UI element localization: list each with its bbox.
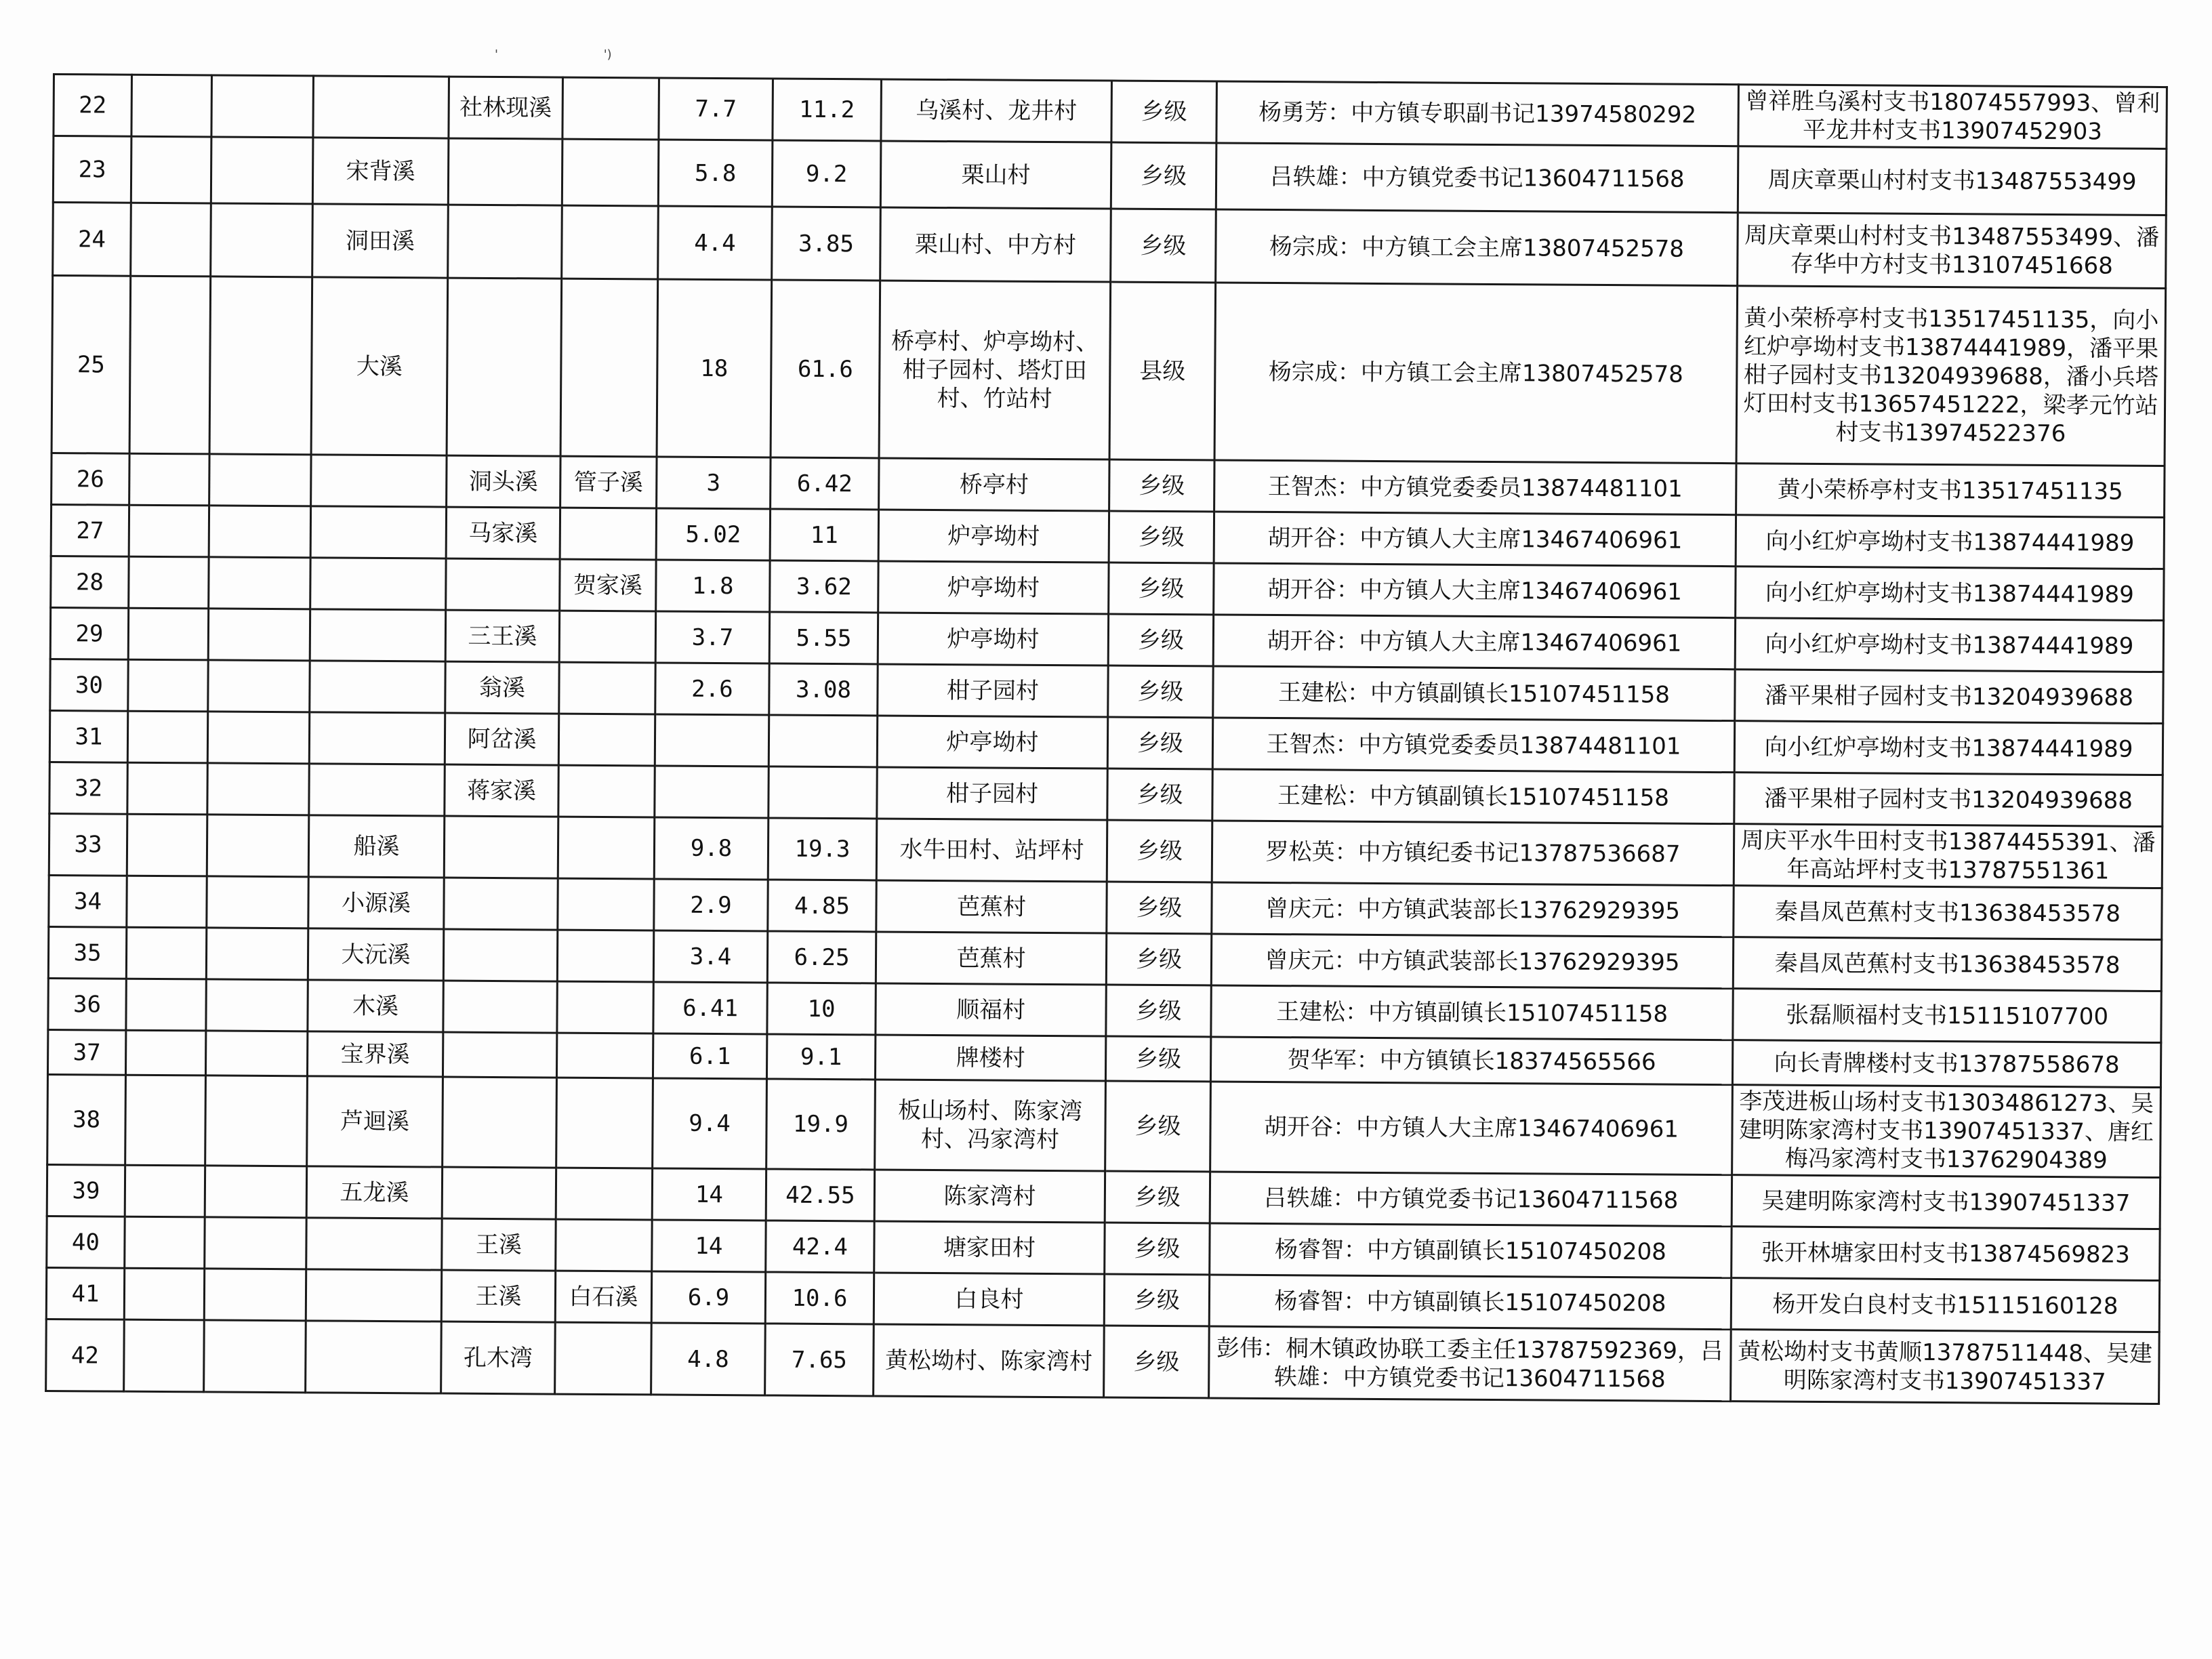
level1-river-cell: [128, 659, 208, 712]
level2-river-cell: [204, 1269, 306, 1321]
basin-area-cell: 10.6: [765, 1272, 874, 1324]
level3-river-cell: [306, 1321, 442, 1393]
level3-river-cell: [309, 764, 445, 816]
river-chief-table: [45, 73, 2168, 1405]
basin-area-cell: 3.08: [769, 663, 878, 716]
level2-river-cell: [209, 276, 312, 455]
river-length-cell: 2.6: [655, 663, 769, 715]
basin-area-cell: 9.2: [772, 140, 881, 207]
town-river-chief-cell: 胡开谷：中方镇人大主席13467406961: [1214, 512, 1736, 567]
chief-level-cell: 乡级: [1108, 665, 1213, 718]
chief-level-cell: 乡级: [1104, 1326, 1210, 1398]
level1-river-cell: [127, 876, 207, 928]
level3-river-cell: 芦迴溪: [307, 1076, 443, 1167]
river-length-cell: 14: [652, 1220, 766, 1272]
level5-river-cell: [558, 878, 654, 930]
level2-river-cell: [209, 454, 311, 506]
level4-river-cell: 马家溪: [446, 507, 560, 559]
village-river-chief-cell: 向小红炉亭坳村支书13874441989: [1734, 721, 2163, 775]
level3-river-cell: 船溪: [308, 815, 445, 878]
level1-river-cell: [131, 75, 212, 137]
village-river-chief-cell: 周庆章栗山村村支书13487553499、潘存华中方村支书13107451668: [1738, 213, 2167, 289]
level5-river-cell: [556, 1168, 652, 1220]
level2-river-cell: [211, 75, 314, 138]
level5-river-cell: [559, 662, 655, 714]
level3-river-cell: [306, 1269, 441, 1322]
villages-cell: 陈家湾村: [874, 1170, 1105, 1223]
chief-level-cell: 乡级: [1107, 769, 1212, 821]
level4-river-cell: [448, 138, 562, 205]
villages-cell: 白良村: [874, 1273, 1104, 1326]
villages-cell: 牌楼村: [875, 1035, 1105, 1081]
level5-river-cell: [556, 1033, 653, 1078]
level4-river-cell: 孔木湾: [441, 1322, 556, 1394]
row-number-cell: 31: [49, 710, 127, 762]
town-river-chief-cell: 贺华军：中方镇镇长18374565566: [1210, 1037, 1732, 1085]
basin-area-cell: 4.85: [768, 880, 876, 932]
chief-level-cell: 乡级: [1107, 882, 1212, 934]
level3-river-cell: 大溪: [311, 277, 448, 455]
village-river-chief-cell: 周庆章栗山村村支书13487553499: [1738, 146, 2167, 216]
page-mark: ': [495, 47, 498, 62]
villages-cell: 芭蕉村: [876, 932, 1106, 985]
level4-river-cell: [446, 558, 560, 611]
level5-river-cell: [560, 508, 656, 560]
level3-river-cell: [311, 455, 447, 507]
villages-cell: 炉亭坳村: [878, 510, 1109, 562]
town-river-chief-cell: 杨宗成：中方镇工会主席13807452578: [1214, 283, 1738, 464]
level4-river-cell: [448, 205, 562, 279]
table-row: [53, 136, 2167, 216]
level2-river-cell: [211, 203, 313, 277]
level4-river-cell: 社林现溪: [449, 77, 563, 139]
village-river-chief-cell: 黄小荣桥亭村支书13517451135，向小红炉亭坳村支书13874441989，潘平果柑子园村支书13204939688，潘小兵塔灯田村支书13657451222，梁孝元竹站村支书13974522376: [1736, 286, 2166, 466]
level3-river-cell: 大沅溪: [308, 928, 443, 981]
town-river-chief-cell: 王智杰：中方镇党委委员13874481101: [1212, 718, 1734, 773]
level1-river-cell: [129, 556, 209, 609]
town-river-chief-cell: 王建松：中方镇副镇长15107451158: [1213, 666, 1735, 721]
level1-river-cell: [131, 136, 211, 203]
level5-river-cell: [558, 765, 655, 817]
villages-cell: 桥亭村: [879, 458, 1109, 511]
basin-area-cell: 19.3: [768, 818, 877, 880]
row-number-cell: 38: [47, 1074, 126, 1165]
row-number-cell: 35: [48, 926, 126, 979]
town-river-chief-cell: 胡开谷：中方镇人大主席13467406961: [1210, 1082, 1733, 1175]
level4-river-cell: 翁溪: [445, 661, 559, 714]
villages-cell: 炉亭坳村: [878, 613, 1108, 665]
river-length-cell: 9.4: [653, 1078, 767, 1169]
town-river-chief-cell: 罗松英：中方镇纪委书记13787536687: [1212, 821, 1734, 886]
basin-area-cell: 11.2: [773, 79, 882, 141]
row-number-cell: 41: [46, 1267, 124, 1319]
row-number-cell: 32: [49, 762, 127, 814]
basin-area-cell: 61.6: [771, 280, 880, 458]
town-river-chief-cell: 吕轶雄：中方镇党委书记13604711568: [1216, 143, 1738, 213]
level4-river-cell: [447, 278, 562, 456]
chief-level-cell: 乡级: [1106, 933, 1211, 985]
town-river-chief-cell: 胡开谷：中方镇人大主席13467406961: [1214, 563, 1736, 618]
chief-level-cell: 乡级: [1109, 562, 1214, 615]
level4-river-cell: 三王溪: [445, 610, 559, 662]
level4-river-cell: 阿岔溪: [445, 713, 558, 765]
chief-level-cell: 乡级: [1111, 81, 1217, 143]
row-number-cell: 33: [49, 813, 127, 876]
level5-river-cell: [562, 139, 659, 206]
town-river-chief-cell: 王建松：中方镇副镇长15107451158: [1211, 985, 1733, 1040]
village-river-chief-cell: 张开林塘家田村支书13874569823: [1732, 1227, 2160, 1281]
row-number-cell: 34: [49, 875, 127, 927]
level1-river-cell: [126, 927, 206, 979]
level5-river-cell: [558, 817, 655, 879]
level2-river-cell: [205, 1166, 306, 1218]
row-number-cell: 39: [47, 1164, 125, 1216]
village-river-chief-cell: 黄松坳村支书黄顺13787511448、吴建明陈家湾村支书13907451337: [1731, 1330, 2160, 1404]
basin-area-cell: [769, 715, 877, 767]
level4-river-cell: [443, 1077, 557, 1168]
level1-river-cell: [129, 453, 209, 506]
row-number-cell: 30: [50, 659, 128, 711]
level5-river-cell: [557, 981, 653, 1033]
level1-river-cell: [129, 505, 209, 557]
chief-level-cell: 乡级: [1105, 1171, 1210, 1223]
level1-river-cell: [126, 979, 206, 1031]
row-number-cell: 27: [51, 504, 129, 556]
level2-river-cell: [209, 557, 310, 609]
town-river-chief-cell: 杨睿智：中方镇副镇长15107450208: [1209, 1275, 1731, 1330]
row-number-cell: 26: [52, 453, 129, 505]
basin-area-cell: 10: [767, 983, 876, 1035]
river-length-cell: 18: [657, 279, 772, 457]
villages-cell: 芭蕉村: [876, 880, 1107, 933]
villages-cell: 乌溪村、龙井村: [881, 79, 1112, 142]
chief-level-cell: 乡级: [1108, 614, 1213, 666]
village-river-chief-cell: 向长青牌楼村支书13787558678: [1732, 1040, 2160, 1088]
row-number-cell: 36: [48, 978, 126, 1030]
page-marks: [495, 47, 714, 62]
river-length-cell: 5.8: [658, 140, 773, 207]
villages-cell: 塘家田村: [874, 1221, 1105, 1274]
level4-river-cell: 王溪: [442, 1218, 556, 1271]
basin-area-cell: 6.25: [767, 931, 876, 983]
basin-area-cell: [769, 766, 877, 819]
town-river-chief-cell: 杨睿智：中方镇副镇长15107450208: [1210, 1223, 1732, 1278]
level1-river-cell: [128, 608, 208, 660]
basin-area-cell: 19.9: [766, 1079, 876, 1170]
level4-river-cell: [442, 1167, 556, 1219]
village-river-chief-cell: 潘平果柑子园村支书13204939688: [1734, 773, 2163, 827]
level5-river-cell: [556, 1078, 653, 1168]
village-river-chief-cell: 杨开发白良村支书15115160128: [1731, 1278, 2159, 1332]
villages-cell: 栗山村、中方村: [880, 207, 1111, 282]
row-number-cell: 23: [53, 136, 131, 203]
river-length-cell: [655, 766, 769, 818]
row-number-cell: 22: [54, 75, 132, 137]
level3-river-cell: 木溪: [308, 980, 443, 1032]
chief-level-cell: 乡级: [1105, 1036, 1210, 1082]
chief-level-cell: 乡级: [1107, 820, 1212, 882]
level4-river-cell: [444, 878, 558, 930]
table-row: [47, 1074, 2161, 1177]
level5-river-cell: [562, 205, 659, 279]
level4-river-cell: 王溪: [441, 1270, 555, 1322]
town-river-chief-cell: 吕轶雄：中方镇党委书记13604711568: [1210, 1172, 1732, 1227]
river-length-cell: 3.4: [653, 930, 767, 983]
town-river-chief-cell: 曾庆元：中方镇武装部长13762929395: [1211, 934, 1733, 989]
river-length-cell: [655, 714, 769, 766]
village-river-chief-cell: 潘平果柑子园村支书13204939688: [1735, 670, 2163, 724]
river-length-cell: 7.7: [659, 78, 773, 140]
village-river-chief-cell: 张磊顺福村支书15115107700: [1733, 989, 2161, 1043]
town-river-chief-cell: 王建松：中方镇副镇长15107451158: [1212, 769, 1734, 824]
row-number-cell: 28: [51, 556, 129, 608]
level4-river-cell: [443, 929, 557, 981]
river-length-cell: 4.4: [658, 206, 773, 280]
level3-river-cell: 五龙溪: [306, 1166, 442, 1218]
basin-area-cell: 11: [770, 509, 878, 561]
town-river-chief-cell: 胡开谷：中方镇人大主席13467406961: [1213, 615, 1735, 670]
level3-river-cell: [310, 609, 445, 661]
level2-river-cell: [207, 763, 309, 815]
villages-cell: 柑子园村: [878, 664, 1108, 717]
river-length-cell: 3.7: [655, 611, 769, 663]
level1-river-cell: [129, 276, 211, 454]
river-length-cell: 3: [657, 457, 771, 509]
basin-area-cell: 3.62: [770, 560, 878, 613]
villages-cell: 栗山村: [880, 141, 1111, 209]
town-river-chief-cell: 曾庆元：中方镇武装部长13762929395: [1212, 882, 1734, 937]
river-length-cell: 4.8: [651, 1323, 766, 1395]
river-length-cell: 6.9: [651, 1271, 765, 1324]
village-river-chief-cell: 黄小荣桥亭村支书13517451135: [1736, 464, 2165, 518]
row-number-cell: 29: [50, 607, 128, 659]
level2-river-cell: [207, 712, 309, 764]
level2-river-cell: [205, 1217, 306, 1269]
level1-river-cell: [124, 1268, 204, 1320]
chief-level-cell: 乡级: [1104, 1274, 1209, 1326]
level2-river-cell: [204, 1320, 306, 1393]
villages-cell: 柑子园村: [877, 767, 1107, 820]
basin-area-cell: 3.85: [772, 207, 881, 281]
chief-level-cell: 乡级: [1111, 142, 1216, 209]
level1-river-cell: [127, 711, 207, 763]
village-river-chief-cell: 向小红炉亭坳村支书13874441989: [1735, 618, 2163, 672]
level5-river-cell: [559, 611, 655, 663]
level4-river-cell: 蒋家溪: [445, 764, 558, 817]
level3-river-cell: 小源溪: [308, 877, 444, 929]
level3-river-cell: [310, 506, 446, 558]
basin-area-cell: 7.65: [765, 1324, 874, 1396]
level5-river-cell: [562, 77, 659, 140]
row-number-cell: 37: [47, 1029, 125, 1075]
villages-cell: 顺福村: [876, 983, 1106, 1036]
basin-area-cell: 5.55: [769, 612, 878, 664]
level5-river-cell: 白石溪: [555, 1271, 651, 1323]
page-mark: '): [603, 47, 612, 62]
level1-river-cell: [124, 1319, 205, 1392]
village-river-chief-cell: 吴建明陈家湾村支书13907451337: [1732, 1175, 2160, 1229]
village-river-chief-cell: 向小红炉亭坳村支书13874441989: [1736, 567, 2164, 621]
basin-area-cell: 42.55: [766, 1169, 874, 1221]
row-number-cell: 25: [52, 276, 131, 454]
level2-river-cell: [205, 1076, 308, 1166]
basin-area-cell: 9.1: [766, 1034, 875, 1080]
villages-cell: 桥亭村、炉亭坳村、柑子园村、塔灯田村、竹站村: [879, 281, 1111, 459]
village-river-chief-cell: 秦昌凤芭蕉村支书13638453578: [1733, 937, 2161, 991]
villages-cell: 水牛田村、站坪村: [876, 819, 1107, 882]
level4-river-cell: [443, 981, 557, 1033]
level2-river-cell: [207, 815, 309, 877]
chief-level-cell: 乡级: [1111, 209, 1216, 283]
village-river-chief-cell: 曾祥胜乌溪村支书18074557993、曾利平龙井村支书13907452903: [1738, 85, 2167, 149]
level2-river-cell: [211, 137, 313, 204]
table-body: [46, 75, 2167, 1404]
chief-level-cell: 乡级: [1109, 459, 1214, 512]
level1-river-cell: [127, 814, 207, 876]
village-river-chief-cell: 李茂进板山场村支书13034861273、吴建明陈家湾村支书13907451337、唐红梅冯家湾村支书13762904389: [1732, 1085, 2161, 1178]
river-length-cell: 14: [652, 1168, 766, 1221]
basin-area-cell: 6.42: [771, 457, 879, 510]
level3-river-cell: 宝界溪: [307, 1031, 443, 1077]
level1-river-cell: [125, 1216, 205, 1269]
level2-river-cell: [209, 506, 310, 558]
river-length-cell: 9.8: [654, 817, 769, 880]
town-river-chief-cell: 彭伟：桐木镇政协联工委主任13787592369，吕轶雄：中方镇党委书记13604711568: [1209, 1326, 1732, 1401]
chief-level-cell: 乡级: [1109, 511, 1214, 563]
level2-river-cell: [208, 660, 310, 712]
row-number-cell: 24: [53, 203, 131, 276]
level3-river-cell: [310, 558, 446, 610]
level2-river-cell: [208, 609, 310, 661]
chief-level-cell: 乡级: [1106, 985, 1211, 1037]
level1-river-cell: [131, 203, 211, 276]
river-length-cell: 1.8: [656, 560, 770, 612]
level3-river-cell: 宋背溪: [312, 138, 449, 205]
row-number-cell: 40: [47, 1216, 125, 1268]
level1-river-cell: [125, 1075, 206, 1166]
level3-river-cell: [309, 712, 445, 764]
village-river-chief-cell: 周庆平水牛田村支书13874455391、潘年高站坪村支书13787551361: [1734, 824, 2163, 888]
villages-cell: 炉亭坳村: [877, 716, 1107, 769]
level5-river-cell: 贺家溪: [560, 559, 656, 611]
level5-river-cell: [556, 1219, 652, 1271]
table-row: [46, 1319, 2160, 1404]
level4-river-cell: [443, 1032, 556, 1078]
table-row: [53, 203, 2167, 289]
river-length-cell: 6.41: [653, 982, 767, 1034]
level5-river-cell: [555, 1322, 652, 1395]
villages-cell: 炉亭坳村: [878, 561, 1109, 614]
level1-river-cell: [125, 1165, 205, 1217]
chief-level-cell: 乡级: [1105, 1081, 1211, 1172]
level3-river-cell: [310, 661, 445, 713]
river-length-cell: 6.1: [653, 1033, 766, 1079]
row-number-cell: 42: [46, 1319, 125, 1391]
town-river-chief-cell: 杨勇芳：中方镇专职副书记13974580292: [1216, 81, 1739, 146]
level4-river-cell: [444, 816, 558, 878]
village-river-chief-cell: 向小红炉亭坳村支书13874441989: [1736, 515, 2164, 569]
level3-river-cell: 洞田溪: [312, 204, 449, 278]
river-length-cell: 2.9: [654, 879, 768, 931]
level5-river-cell: 管子溪: [560, 456, 657, 508]
chief-level-cell: 乡级: [1105, 1223, 1210, 1275]
level4-river-cell: 洞头溪: [447, 455, 560, 508]
village-river-chief-cell: 秦昌凤芭蕉村支书13638453578: [1734, 886, 2162, 940]
level2-river-cell: [206, 979, 308, 1031]
level1-river-cell: [127, 762, 207, 815]
level2-river-cell: [205, 1031, 307, 1076]
level5-river-cell: [558, 714, 655, 766]
chief-level-cell: 县级: [1109, 282, 1216, 460]
table-row: [52, 276, 2166, 466]
villages-cell: 板山场村、陈家湾村、冯家湾村: [875, 1080, 1106, 1171]
villages-cell: 黄松坳村、陈家湾村: [874, 1324, 1105, 1397]
level1-river-cell: [125, 1030, 205, 1076]
level3-river-cell: [306, 1218, 442, 1270]
level5-river-cell: [557, 930, 653, 982]
basin-area-cell: 42.4: [766, 1221, 874, 1273]
level3-river-cell: [313, 76, 449, 138]
level2-river-cell: [207, 876, 308, 928]
river-length-cell: 5.02: [656, 508, 770, 560]
town-river-chief-cell: 杨宗成：中方镇工会主席13807452578: [1216, 209, 1738, 286]
level2-river-cell: [206, 928, 308, 980]
chief-level-cell: 乡级: [1107, 717, 1212, 769]
level5-river-cell: [560, 279, 658, 457]
town-river-chief-cell: 王智杰：中方镇党委委员13874481101: [1214, 460, 1736, 515]
